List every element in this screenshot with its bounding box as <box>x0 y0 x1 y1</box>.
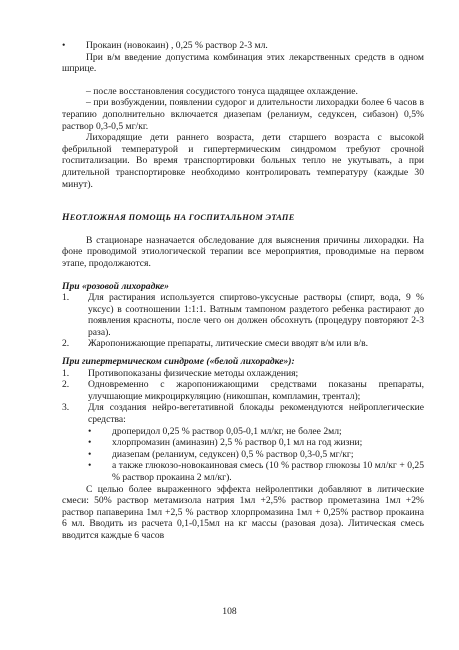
paragraph-dash-seizures: – при возбуждении, появлении судорог и длительности лихорадки более 6 часов в терапию дополнительно включается диазепам (реланиум, седуксен, сибазон) 0,5% раствор 0,3-0,5 мг/кг. <box>62 97 424 132</box>
sub-bullet-diazepam <box>88 449 424 461</box>
sub-bullet-glucose-novocaine <box>88 460 424 483</box>
list-number: 2. <box>62 338 70 350</box>
paragraph-fever-children: Лихорадящие дети раннего возраста, дети старшего возраста с высокой фебрильной температурой и гипертермическим синдромом требуют срочной госпитализации. Во время транспортировки больных тепло не укутывать, а при длительной транспортировке необходимо контролировать температуру (каждые 30 минут). <box>62 132 424 190</box>
sub-bullet-text: хлорпромазин (аминазин) 2,5 % раствор 0,1 мл на год жизни; <box>112 437 363 449</box>
list-item-white-2 <box>62 379 424 402</box>
sub-bullet-text: диазепам (реланиум, седуксен) 0,5 % раствор 0,3-0,5 мг/кг; <box>112 448 354 460</box>
list-item-white-3 <box>62 402 424 425</box>
list-text: Для создания нейро-вегетативной блокады рекомендуются нейроплегические средства: <box>88 402 424 426</box>
sub-bullet-text: дроперидол 0,25 % раствор 0,05-0,1 мл/кг, не более 2мл; <box>112 425 342 437</box>
list-number: 2. <box>62 379 70 391</box>
heading-initial: Н <box>62 212 70 224</box>
sub-bullet-chlorpromazine <box>88 437 424 449</box>
bullet-item-procaine <box>62 40 424 52</box>
list-text: Одновременно с жаропонижающими средствами показаны препараты, улучшающие микроциркуляцию (никошпан, компламин, трентал); <box>88 379 424 402</box>
list-text: Противопоказаны физические методы охлаждения; <box>88 367 299 379</box>
document-body <box>62 40 424 542</box>
bullet-text: Прокаин (новокаин) , 0,25 % раствор 2-3 мл. <box>86 40 268 51</box>
sub-bullet-droperidol <box>88 426 424 438</box>
list-number: 1. <box>62 367 70 379</box>
list-item-white-1 <box>62 368 424 380</box>
sub-bullet-text: а также глюкозо-новокаиновая смесь (10 % раствор глюкозы 10 мл/кг + 0,25 % раствор прокаина 2 мл/кг). <box>112 460 424 483</box>
section-heading <box>62 212 424 224</box>
list-item-pink-1 <box>62 292 424 338</box>
page-number: 108 <box>222 606 237 617</box>
bullet-marker: • <box>88 437 92 449</box>
bullet-marker: • <box>88 448 92 460</box>
subheading-pink-fever: При «розовой лихорадке» <box>62 280 169 292</box>
list-number: 3. <box>62 402 70 414</box>
list-number: 1. <box>62 292 70 304</box>
subheading-white-fever: При гипертермическом синдроме («белой лихорадке»): <box>62 356 295 368</box>
paragraph-lytic-mixture: С целью более выраженного эффекта нейролептики добавляют в литические смеси: 50% раствор метамизола натрия 1мл +2,5% раствор прометазина 1мл +2% раствор папаверина 1мл +2,5 % раствор хлорпромазина 1мл + 0,25% раствор прокаина 6 мл. Вводить из расчета 0,1-0,15мл на кг массы (разовая доза). Литическая смесь вводится каждые 6 часов <box>62 483 424 541</box>
list-text: Для растирания используется спиртово-уксусные растворы (спирт, вода, 9 % уксус) в соотношении 1:1:1. Ватным тампоном раздетого ребенка растирают до появления красноты, после чего он должен обсохнуть (процедуру повторяют 2-3 раза). <box>88 292 424 338</box>
list-item-pink-2 <box>62 338 424 350</box>
bullet-marker: • <box>88 460 92 472</box>
bullet-marker: • <box>62 40 66 51</box>
paragraph-hospital-intro: В стационаре назначается обследование для выяснения причины лихорадки. На фоне проводимой этиологической терапии все мероприятия, проводимые на первом этапе, продолжаются. <box>62 234 424 269</box>
list-text: Жаропонижающие препараты, литические смеси вводят в/м или в/в. <box>88 338 369 350</box>
paragraph-dash-cooling: – после восстановления сосудистого тонуса щадящее охлаждение. <box>86 85 358 97</box>
heading-rest: ЕОТЛОЖНАЯ ПОМОЩЬ НА ГОСПИТАЛЬНОМ ЭТАПЕ <box>69 213 295 223</box>
bullet-marker: • <box>88 425 92 437</box>
paragraph-combination: При в/м введение допустима комбинация этих лекарственных средств в одном шприце. <box>62 51 424 75</box>
